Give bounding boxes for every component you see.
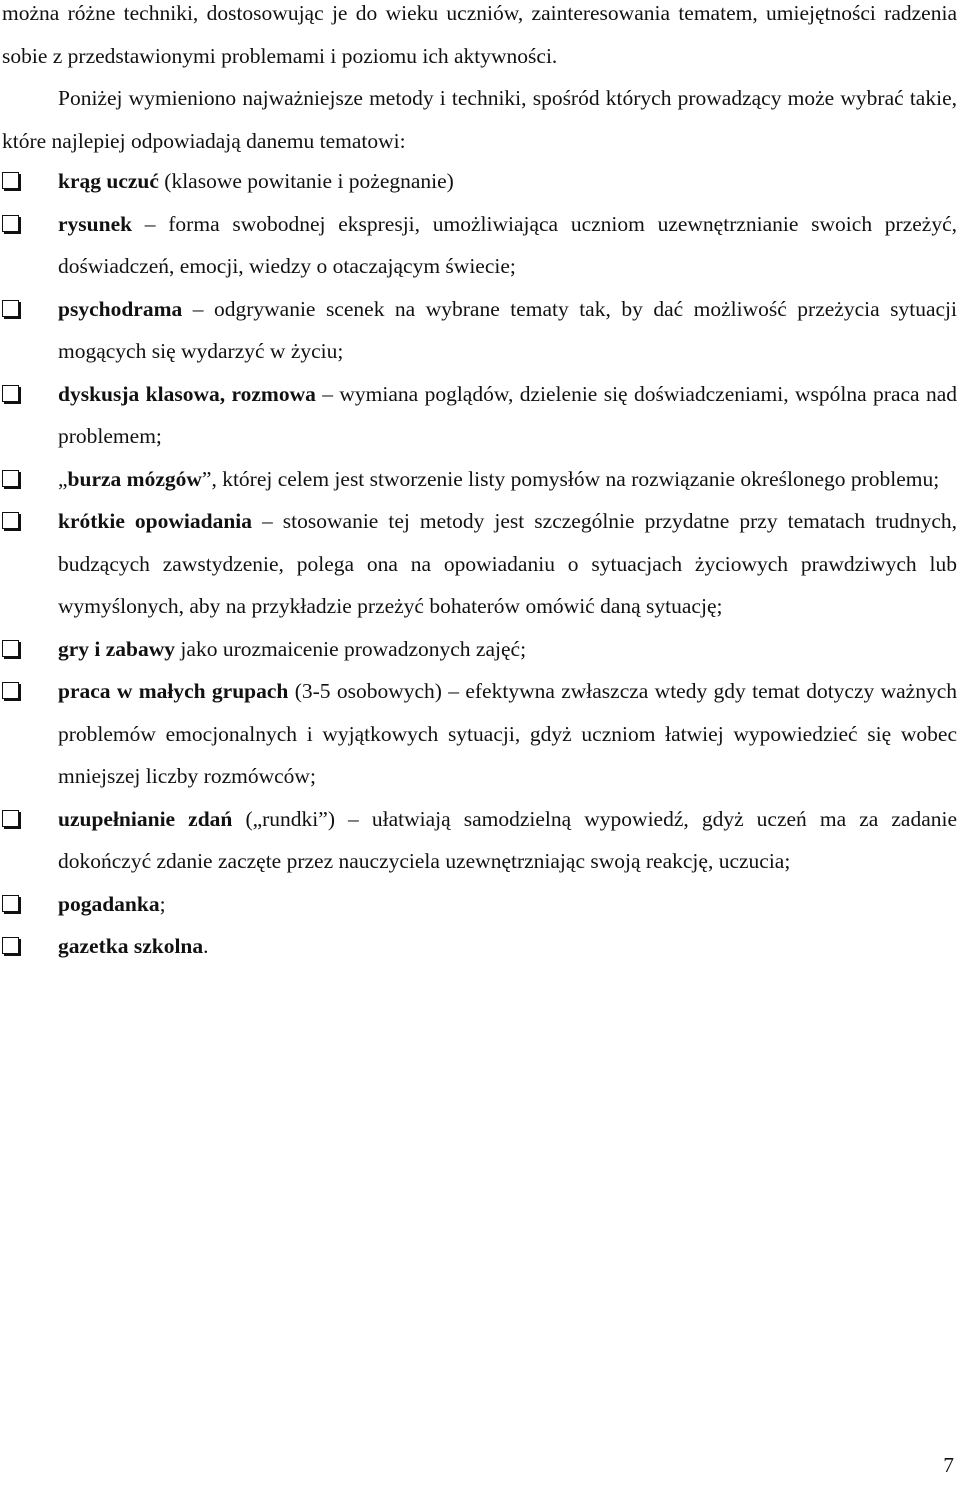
item-description: ;: [159, 891, 166, 916]
item-term: krótkie opowiadania: [58, 509, 253, 533]
methods-list: [0, 160, 960, 968]
list-item-psychodrama: [0, 288, 960, 373]
list-item-praca-w-grupach: [0, 670, 960, 798]
item-description: („rundki”) – ułatwiają samodzielną wypowiedź, gdyż uczeń ma za zadanie dokończyć zdanie zaczęte przez nauczyciela uzewnętrzniając swoją reakcję, uczucia;: [58, 806, 958, 873]
list-item-krag-uczuc: [0, 160, 960, 203]
list-item-dyskusja: [0, 373, 960, 458]
list-item-burza-mozgow: [0, 458, 960, 501]
checkbox-bullet-icon: [2, 385, 19, 402]
list-item-gry-i-zabawy: [0, 628, 960, 671]
intro-section: [0, 0, 960, 162]
item-term: pogadanka: [58, 891, 160, 916]
item-description: jako urozmaicenie prowadzonych zajęć;: [175, 636, 527, 661]
list-item-pogadanka: [0, 883, 960, 926]
intro-paragraph-methods: Poniżej wymieniono najważniejsze metody i techniki, spośród których prowadzący może wybrać takie, które najlepiej odpowiadają danemu tematowi:: [2, 86, 957, 153]
list-item-rysunek: [0, 203, 960, 288]
checkbox-bullet-icon: [2, 895, 19, 912]
item-prefix: „: [58, 466, 68, 491]
item-term: burza mózgów: [67, 466, 202, 491]
checkbox-bullet-icon: [2, 810, 19, 827]
page-number: 7: [943, 1453, 954, 1477]
item-term: dyskusja klasowa, rozmowa: [58, 381, 316, 406]
list-item-uzupelnianie-zdan: [0, 798, 960, 883]
item-description: (3-5 osobowych) – efektywna zwłaszcza wtedy gdy temat dotyczy ważnych problemów emocjonalnych i wyjątkowych sytuacji, gdyż uczniom łatwiej wypowiedzieć się wobec mniejszej liczby rozmówców;: [58, 679, 957, 788]
item-description: – odgrywanie scenek na wybrane tematy tak, by dać możliwość przeżycia sytuacji mogących się wydarzyć w życiu;: [58, 296, 957, 363]
list-item-krotkie-opowiadania: [0, 500, 960, 628]
item-term: gry i zabawy: [58, 636, 176, 661]
item-description: – wymiana poglądów, dzielenie się doświadczeniami, wspólna praca nad problemem;: [58, 381, 957, 448]
checkbox-bullet-icon: [2, 682, 19, 699]
checkbox-bullet-icon: [2, 172, 19, 189]
item-description: – forma swobodnej ekspresji, umożliwiająca uczniom uzewnętrznianie swoich przeżyć, doświadczeń, emocji, wiedzy o otaczającym świecie;: [58, 211, 957, 278]
checkbox-bullet-icon: [2, 300, 19, 317]
item-term: psychodrama: [58, 296, 183, 321]
item-description: (klasowe powitanie i pożegnanie): [158, 169, 454, 193]
checkbox-bullet-icon: [2, 512, 19, 529]
intro-paragraph-continued: można różne techniki, dostosowując je do wieku uczniów, zainteresowania tematem, umiejętności radzenia sobie z przedstawionymi problemami i poziomu ich aktywności.: [2, 1, 957, 68]
checkbox-bullet-icon: [2, 215, 19, 232]
item-term: gazetka szkolna: [58, 934, 204, 958]
item-term: krąg uczuć: [58, 169, 159, 193]
item-description: .: [203, 934, 209, 958]
item-term: rysunek: [58, 211, 133, 236]
item-term: uzupełnianie zdań: [58, 806, 233, 831]
checkbox-bullet-icon: [2, 937, 19, 954]
checkbox-bullet-icon: [2, 470, 19, 487]
checkbox-bullet-icon: [2, 640, 19, 657]
item-description: – stosowanie tej metody jest szczególnie przydatne przy tematach trudnych, budzących zawstydzenie, polega ona na opowiadaniu o sytuacjach życiowych prawdziwych lub wymyślonych, aby na przykładzie przeżyć bohaterów omówić daną sytuację;: [58, 509, 958, 618]
item-term: praca w małych grupach: [58, 679, 289, 703]
item-description: ”, której celem jest stworzenie listy pomysłów na rozwiązanie określonego problemu;: [201, 466, 940, 491]
list-item-gazetka-szkolna: [0, 925, 960, 968]
